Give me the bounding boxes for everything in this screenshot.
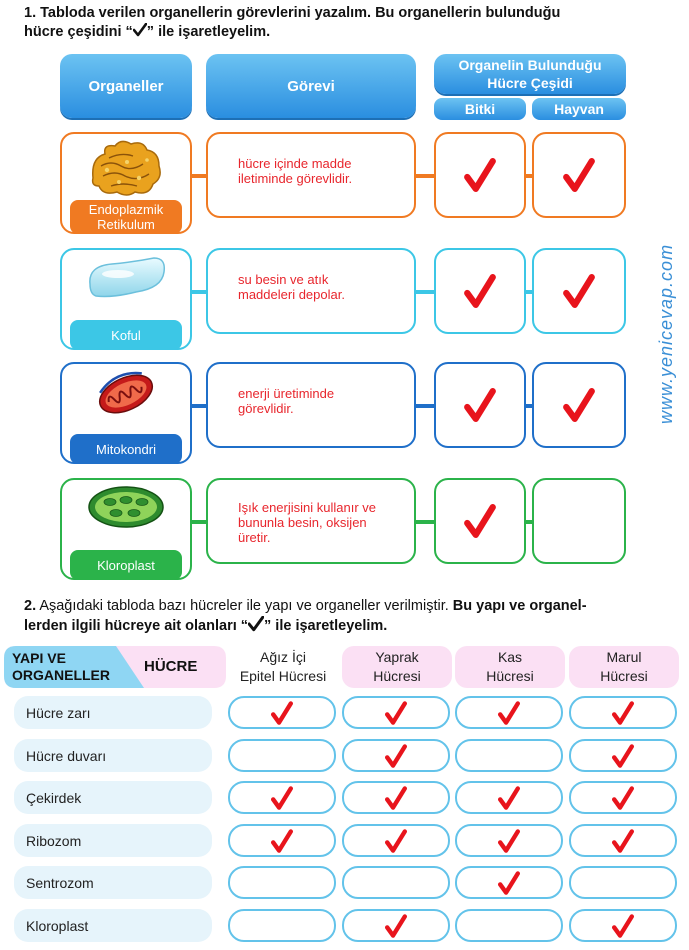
column-header-line-1: Marul	[606, 649, 642, 665]
red-check-icon	[563, 157, 595, 193]
structure-row-label: Hücre duvarı	[14, 739, 212, 772]
answer-cell	[342, 866, 450, 899]
answer-cell	[342, 909, 450, 942]
answer-cell	[569, 866, 677, 899]
answer-cell	[342, 739, 450, 772]
question-2-number: 2.	[24, 598, 37, 614]
red-check-icon	[385, 700, 407, 726]
column-header-line-1: Kas	[497, 649, 523, 665]
red-check-icon	[498, 870, 520, 896]
red-check-icon	[385, 828, 407, 854]
organelle-name-line-1: Kloroplast	[97, 557, 155, 573]
watermark: www.yenicevap.com	[656, 243, 676, 424]
function-line-3: üretir.	[238, 530, 271, 545]
organelle-function-box	[206, 248, 416, 334]
organelle-function-text	[238, 156, 352, 186]
organelle-name-line-1: Koful	[111, 327, 141, 343]
answer-cell	[569, 696, 677, 729]
hayvan-checkbox-cell	[532, 362, 626, 448]
header-hayvan: Hayvan	[532, 98, 626, 120]
red-check-icon	[612, 828, 634, 854]
answer-cell	[455, 824, 563, 857]
bitki-checkbox-cell	[434, 248, 526, 334]
question-2-line-2	[24, 616, 684, 636]
question-1-line-2-post: ” ile işaretleyelim.	[146, 24, 271, 40]
red-check-icon	[563, 387, 595, 423]
organelle-function-text	[238, 272, 345, 302]
function-line-1: hücre içinde madde	[238, 156, 352, 171]
answer-cell	[228, 696, 336, 729]
answer-cell	[342, 824, 450, 857]
red-check-icon	[612, 700, 634, 726]
function-line-1: enerji üretiminde	[238, 386, 335, 401]
row-connector	[416, 290, 434, 294]
answer-cell	[228, 824, 336, 857]
column-header-line-2: Epitel Hücresi	[239, 668, 327, 684]
hayvan-checkbox-cell	[532, 248, 626, 334]
answer-cell	[228, 739, 336, 772]
check-mark-icon	[133, 23, 147, 37]
red-check-icon	[271, 700, 293, 726]
organelle-name-label	[70, 434, 182, 464]
organelle-name-line-1: Mitokondri	[96, 441, 156, 457]
question-2-line-1-bold: Bu yapı ve organel-	[448, 598, 587, 614]
organelle-function-text	[238, 500, 376, 545]
structure-row-label: Ribozom	[14, 824, 212, 857]
answer-cell	[455, 696, 563, 729]
answer-cell	[342, 781, 450, 814]
red-check-icon	[464, 273, 496, 309]
row-connector	[192, 174, 206, 178]
endoplasmic-reticulum-icon	[60, 138, 192, 200]
question-2-line-1-normal: Aşağıdaki tabloda bazı hücreler ile yapı ve organeller verilmiştir.	[36, 598, 449, 614]
structure-row-label: Çekirdek	[14, 781, 212, 814]
function-line-1: su besin ve atık	[238, 272, 329, 287]
question-1-line-1: 1. Tabloda verilen organellerin görevlerini yazalım. Bu organellerin bulunduğu	[24, 5, 561, 21]
function-line-2: maddeleri depolar.	[238, 287, 345, 302]
organelle-function-text	[238, 386, 334, 416]
bitki-checkbox-cell	[434, 362, 526, 448]
red-check-icon	[464, 157, 496, 193]
column-header-line-2: Hücresi	[373, 668, 421, 684]
red-check-icon	[271, 828, 293, 854]
organelle-name-label	[70, 550, 182, 580]
answer-cell	[569, 909, 677, 942]
red-check-icon	[498, 785, 520, 811]
question-2	[24, 597, 684, 636]
hayvan-checkbox-cell	[532, 132, 626, 218]
row-connector	[192, 290, 206, 294]
vacuole-icon	[60, 254, 192, 302]
organelle-function-box	[206, 478, 416, 564]
column-header-line-1: Ağız İçi	[260, 649, 306, 665]
answer-cell	[455, 739, 563, 772]
mitochondria-icon	[60, 368, 192, 420]
red-check-icon	[498, 828, 520, 854]
red-check-icon	[612, 913, 634, 939]
header-hucre-cesidi	[434, 54, 626, 94]
red-check-icon	[464, 503, 496, 539]
corner-header-yapi-line-2: ORGANELLER	[12, 667, 110, 683]
answer-cell	[455, 866, 563, 899]
organelle-function-box	[206, 132, 416, 218]
question-1	[24, 4, 674, 42]
red-check-icon	[612, 743, 634, 769]
row-connector	[416, 174, 434, 178]
answer-cell	[342, 696, 450, 729]
red-check-icon	[271, 785, 293, 811]
corner-header-yapi	[12, 650, 110, 684]
question-2-line-2-pre: lerden ilgili hücreye ait olanları “	[24, 618, 249, 634]
column-header-line-2: Hücresi	[600, 668, 648, 684]
function-line-2: iletiminde görevlidir.	[238, 171, 353, 186]
row-connector	[416, 404, 434, 408]
row-connector	[416, 520, 434, 524]
chloroplast-icon	[60, 484, 192, 530]
header-hucre-cesidi-line-2: Hücre Çeşidi	[487, 75, 573, 91]
answer-cell	[569, 781, 677, 814]
question-1-line-2	[24, 23, 674, 42]
question-2-line-1	[24, 597, 684, 616]
header-organeller: Organeller	[60, 54, 192, 118]
answer-cell	[569, 739, 677, 772]
header-gorevi: Görevi	[206, 54, 416, 118]
red-check-icon	[464, 387, 496, 423]
organelle-function-box	[206, 362, 416, 448]
cell-column-header	[228, 646, 338, 688]
table-2-corner-header	[4, 646, 226, 688]
answer-cell	[228, 909, 336, 942]
answer-cell	[569, 824, 677, 857]
check-mark-icon	[248, 616, 264, 632]
organelle-name-line-1: Endoplazmik	[88, 202, 164, 217]
red-check-icon	[612, 785, 634, 811]
bitki-checkbox-cell	[434, 478, 526, 564]
function-line-2: bununla besin, oksijen	[238, 515, 367, 530]
cell-column-header	[455, 646, 565, 688]
red-check-icon	[563, 273, 595, 309]
bitki-checkbox-cell	[434, 132, 526, 218]
answer-cell	[228, 781, 336, 814]
structure-row-label: Sentrozom	[14, 866, 212, 899]
cell-column-header	[342, 646, 452, 688]
organelle-name-label	[70, 200, 182, 234]
red-check-icon	[385, 743, 407, 769]
structure-row-label: Kloroplast	[14, 909, 212, 942]
row-connector	[192, 404, 206, 408]
function-line-2: görevlidir.	[238, 401, 294, 416]
red-check-icon	[385, 913, 407, 939]
function-line-1: Işık enerjisini kullanır ve	[238, 500, 376, 515]
red-check-icon	[498, 700, 520, 726]
structure-row-label: Hücre zarı	[14, 696, 212, 729]
question-1-line-2-pre: hücre çeşidini “	[24, 24, 133, 40]
red-check-icon	[385, 785, 407, 811]
header-hucre-cesidi-line-1: Organelin Bulunduğu	[458, 57, 602, 73]
column-header-line-2: Hücresi	[486, 668, 534, 684]
organelle-name-label	[70, 320, 182, 350]
cell-column-header	[569, 646, 679, 688]
answer-cell	[455, 781, 563, 814]
organelle-name-line-2: Retikulum	[97, 217, 155, 232]
answer-cell	[228, 866, 336, 899]
corner-header-hucre: HÜCRE	[144, 658, 198, 675]
header-bitki: Bitki	[434, 98, 526, 120]
answer-cell	[455, 909, 563, 942]
row-connector	[192, 520, 206, 524]
corner-header-yapi-line-1: YAPI VE	[12, 650, 66, 666]
question-2-line-2-post: ” ile işaretleyelim.	[264, 618, 388, 634]
hayvan-checkbox-cell	[532, 478, 626, 564]
column-header-line-1: Yaprak	[375, 649, 419, 665]
